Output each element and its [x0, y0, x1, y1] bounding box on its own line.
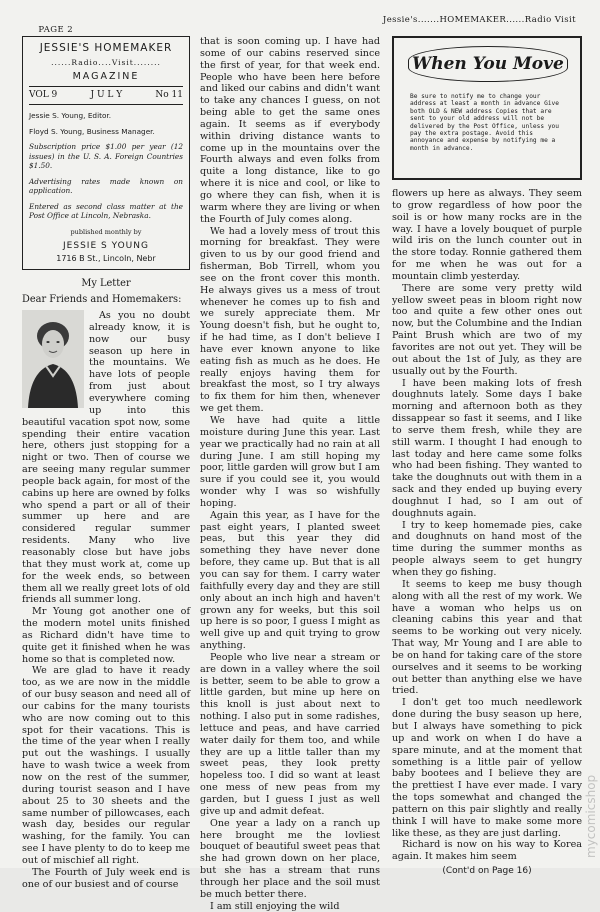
watermark: [584, 690, 598, 860]
subscription-info: Subscription price $1.00 per year (12 issues) in the U. S. A. Foreign Countries $1.50.: [29, 142, 183, 171]
publisher-address: 1716 B St., Lincoln, Nebr: [56, 253, 156, 263]
portrait-image: [22, 310, 84, 408]
paragraph: There are some very pretty wild yellow sweet peas in bloom right now too and quite a few other ones out now, but the Columbine and the Indian Paint Brush which are two of my favorites are not out yet. They will be out about the 1st of July, as they are usually out by the Fourth.: [392, 282, 582, 377]
paragraph: People who live near a stream or are down in a valley where the soil is better, seem to be able to grow a little garden, but mine up here on this knoll is just about next to nothing. I also put in some radishes, lettuce and peas, and have carried water daily for them too, and while they are up a little taller than my sweet peas, they look pretty hopeless too. I did so want at least one mess of new peas from my garden, but I guess I just as well give up and admit defeat.: [200, 651, 380, 817]
editor-line: Jessie S. Young, Editor.: [29, 111, 112, 121]
advertising-info: Advertising rates made known on application.: [29, 176, 183, 196]
watermark-text: mycomicshop: [584, 774, 598, 858]
issue-month: J U L Y: [90, 89, 123, 100]
paragraph: I have been making lots of fresh doughnuts lately. Some days I bake morning and afternoon both as they dissappear so fast it seems, and I like to serve them fresh, while they are still warm. I thought I had enough to last today and here came some folks who had been fishing. They wanted to take the doughnuts out with them in a sack and they ended up buying every doughnut I had, so I am out of doughnuts again.: [392, 377, 582, 519]
paragraph: that is soon coming up. I have had some of our cabins reserved since the first of year, for that week end. People who have been here before and liked our cabins and didn't want to take any chances I guess, on not being able to get the same ones again. It seems as if everybody within driving distance wants to come up in the mountains over the Fourth always and even folks from quite a long distance, like to go where it is nice and cool, or like to go where they can fish, when it is warm where they are living or when the Fourth of July comes along.: [200, 36, 380, 225]
when-you-move-text: Be sure to notify me to change your address at least a month in advance Give both OLD & NEW address Copies that are sent to your old address will not be delivered by the Post Office, unless you pay the extra postage. Avoid this annoyance and expense by notifying me a month in advance.: [410, 93, 560, 152]
page-number: PAGE 2: [38, 25, 74, 35]
published-by: published monthly by: [70, 227, 142, 236]
publisher-name: JESSIE S YOUNG: [63, 240, 149, 251]
continued-note: (Cont'd on Page 16): [442, 866, 532, 877]
column-1: [22, 36, 190, 890]
paragraph: We have had quite a little moisture during June this year. Last year we practically had no rain at all during June. I am still hoping my poor, little garden will grow but I am sure if you could see it, you would wonder why I was so wishfully hoping.: [200, 415, 380, 509]
column-3: [392, 188, 582, 878]
paragraph: One year a lady on a ranch up here brought me the lovliest bouquet of beautiful sweet peas that she had grown down on her place, but she has a stream that runs through her place and the soil must be much better there.: [200, 817, 380, 900]
masthead-subtitle: ......Radio....Visit........: [51, 57, 161, 67]
paragraph: flowers up here as always. They seem to grow regardless of how poor the soil is or how many rocks are in the way. I have a lovely bouquet of purple wild iris on the lunch counter out in the store today. Ronnie gathered them for me when he was out for a mountain climb yesterday.: [392, 188, 582, 282]
author-portrait: [22, 310, 84, 408]
paragraph: The Fourth of July week end is one of our busiest and of course: [22, 866, 190, 890]
letter-greeting: Dear Friends and Homemakers:: [22, 294, 182, 306]
paragraph: It seems to keep me busy though along with all the rest of my work. We have a woman who helps us on cleaning cabins this year and that seems to be working out very nicely. That way, Mr Young and I are able to be on hand for taking care of the store ourselves and it seems to be working out better than anything else we have tried.: [392, 578, 582, 697]
when-you-move-box: [392, 36, 582, 180]
letter-heading: My Letter: [81, 278, 131, 290]
paragraph: As you no doubt already know, it is now our busy season up here in the mountains. We have lots of people from just about everywhere coming up into this beautiful vacation spot now, some spending their entire vacation here, others just stopping for a night or two. Then of course we are seeing many regular summer people back again, for most of the cabins up here are owned by folks who spend a part or all of their summer up here and are considered regular summer residents. Many who live reasonably close but have jobs that they must work at, come up for the week ends, so between them all we really greet lots of old friends all summer long.: [22, 310, 190, 606]
volume-line: [29, 90, 183, 106]
paragraph: Mr Young got another one of the modern motel units finished as Richard didn't have time to quite get it finished when he was home so that is completed now.: [22, 606, 190, 665]
masthead: [22, 36, 190, 270]
manager-line: Floyd S. Young, Business Manager.: [29, 126, 155, 136]
issue-number: No 11: [155, 89, 183, 100]
when-you-move-title: When You Move: [408, 46, 568, 82]
column-2: [200, 36, 380, 912]
paragraph: Richard is now on his way to Korea again. It makes him seem: [392, 839, 582, 863]
header-title: Jessie's.......HOMEMAKER......Radio Visit: [382, 15, 576, 25]
masthead-magazine: MAGAZINE: [29, 71, 183, 87]
masthead-title: JESSIE'S HOMEMAKER: [39, 42, 173, 54]
paragraph: We had a lovely mess of trout this morning for breakfast. They were given to us by our good friend and fisherman, Bob Tirrell, whom you see on the front cover this month. He always gives us a mess of trout whenever he comes up to fish and we surely appreciate them. Mr Young doesn't fish, but he ought to, if he had time, as I don't believe I have ever known anyone to like eating fish as much as he does. He really enjoys having them for breakfast the most, so I try always to fix them for him then, whenever we get them.: [200, 225, 380, 415]
paragraph: I don't get too much needlework done during the busy season up here, but I always have something to pick up and work on when I do have a spare minute, and at the moment that something is a little pair of yellow baby bootees and I believe they are the prettiest I have ever made. I vary the tops somewhat and changed the pattern on this pair slightly and really think I will have to make some more like these, as they are just darling.: [392, 697, 582, 839]
paragraph: Again this year, as I have for the past eight years, I planted sweet peas, but this year they did something they have never done before, they came up. But that is all you can say for them. I carry water faithfully every day and they are still only about an inch high and haven't grown any for weeks, but this soil up here is so poor, I guess I might as well give up and quit trying to grow anything.: [200, 509, 380, 652]
paragraph: We are glad to have it ready too, as we are now in the middle of our busy season and need all of our cabins for the many tourists who are now coming out to this spot for their vacations. This is the time of the year when I really put out the washings. I usually have to wash twice a week from now on the rest of the summer, during tourist season and I have about 25 to 30 sheets and the same number of pillowcases, each wash day, besides our regular washing, for the family. You can see I have plenty to do to keep me out of mischief all right.: [22, 665, 190, 866]
paragraph: I try to keep homemade pies, cake and doughnuts on hand most of the time during the summer months as people always seem to get hungry when they go fishing.: [392, 519, 582, 578]
volume: VOL 9: [29, 89, 58, 100]
paragraph: I am still enjoying the wild: [210, 900, 340, 912]
entered-info: Entered as second class matter at the Post Office at Lincoln, Nebraska.: [29, 201, 183, 221]
